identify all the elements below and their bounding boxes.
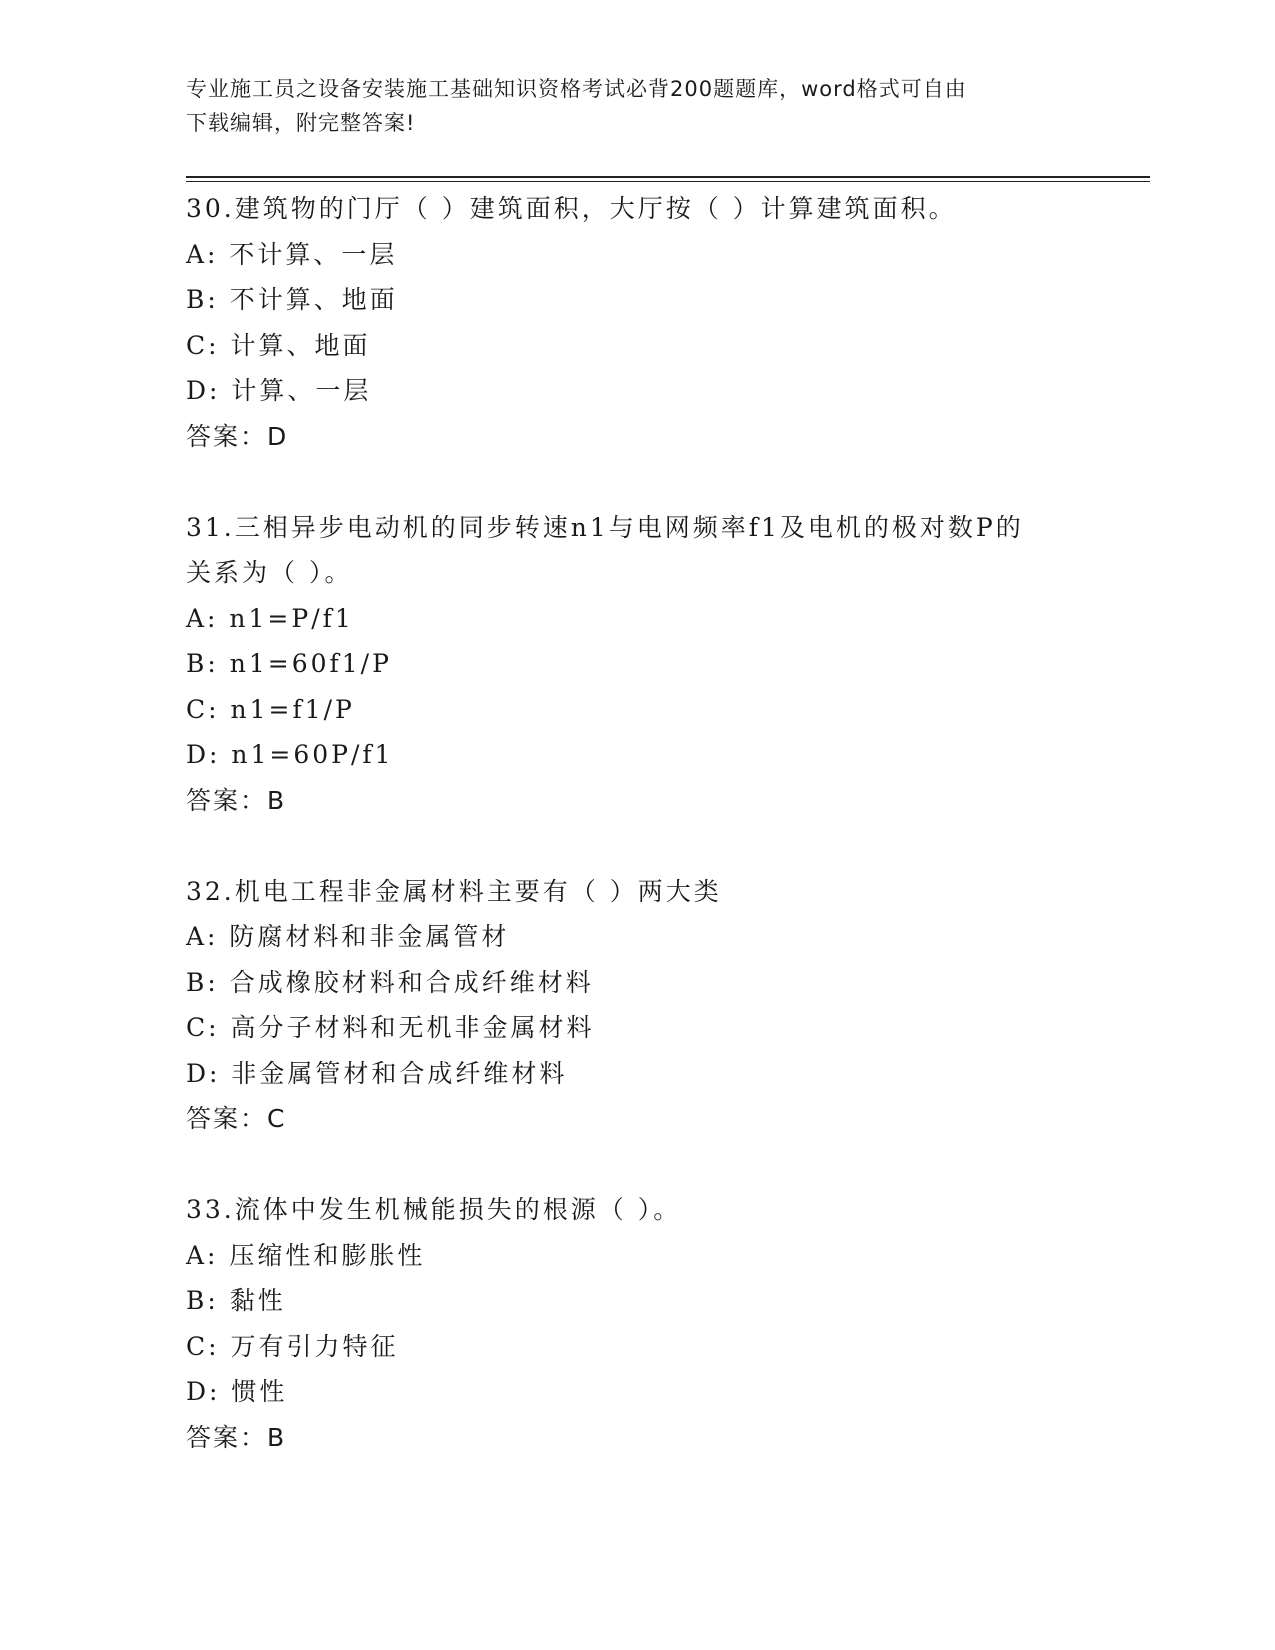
option-d: D: n1=60P/f1 bbox=[186, 740, 394, 769]
option-d: D: 惯性 bbox=[186, 1377, 288, 1406]
question-30 bbox=[186, 186, 1086, 459]
question-title: 32.机电工程非金属材料主要有（ ）两大类 bbox=[186, 876, 722, 906]
answer: 答案：D bbox=[186, 421, 289, 451]
option-c: C: 高分子材料和无机非金属材料 bbox=[186, 1013, 595, 1042]
answer: 答案：B bbox=[186, 1422, 287, 1452]
header-line-2: 下载编辑，附完整答案! bbox=[186, 111, 416, 135]
question-32 bbox=[186, 869, 1086, 1142]
option-a: A: 不计算、一层 bbox=[186, 239, 398, 269]
option-b: B: 不计算、地面 bbox=[186, 285, 398, 314]
answer: 答案：B bbox=[186, 785, 287, 815]
question-title-continued: 关系为（ ）。 bbox=[186, 558, 353, 587]
header-divider-thin bbox=[186, 181, 1150, 182]
option-d: D: 非金属管材和合成纤维材料 bbox=[186, 1058, 568, 1088]
option-c: C: n1=f1/P bbox=[186, 694, 355, 724]
option-a: A: n1=P/f1 bbox=[186, 603, 354, 633]
option-b: B: 黏性 bbox=[186, 1286, 286, 1315]
header-divider-thick bbox=[186, 176, 1150, 178]
document-header bbox=[186, 72, 1066, 140]
option-b: B: 合成橡胶材料和合成纤维材料 bbox=[186, 967, 594, 997]
option-d: D: 计算、一层 bbox=[186, 376, 372, 405]
option-c: C: 计算、地面 bbox=[186, 330, 371, 360]
answer: 答案：C bbox=[186, 1104, 287, 1133]
question-33 bbox=[186, 1187, 1086, 1460]
header-line-1: 专业施工员之设备安装施工基础知识资格考试必背200题题库，word格式可自由 bbox=[186, 77, 967, 101]
question-title: 31.三相异步电动机的同步转速n1与电网频率f1及电机的极对数P的 bbox=[186, 512, 1024, 542]
option-b: B: n1=60f1/P bbox=[186, 649, 392, 678]
question-title: 33.流体中发生机械能损失的根源（ ）。 bbox=[186, 1195, 682, 1224]
option-a: A: 压缩性和膨胀性 bbox=[186, 1240, 426, 1270]
question-list bbox=[186, 186, 1086, 1506]
question-31 bbox=[186, 505, 1086, 824]
option-a: A: 防腐材料和非金属管材 bbox=[186, 922, 510, 951]
option-c: C: 万有引力特征 bbox=[186, 1331, 399, 1361]
question-title: 30.建筑物的门厅（ ）建筑面积，大厅按（ ）计算建筑面积。 bbox=[186, 194, 957, 223]
